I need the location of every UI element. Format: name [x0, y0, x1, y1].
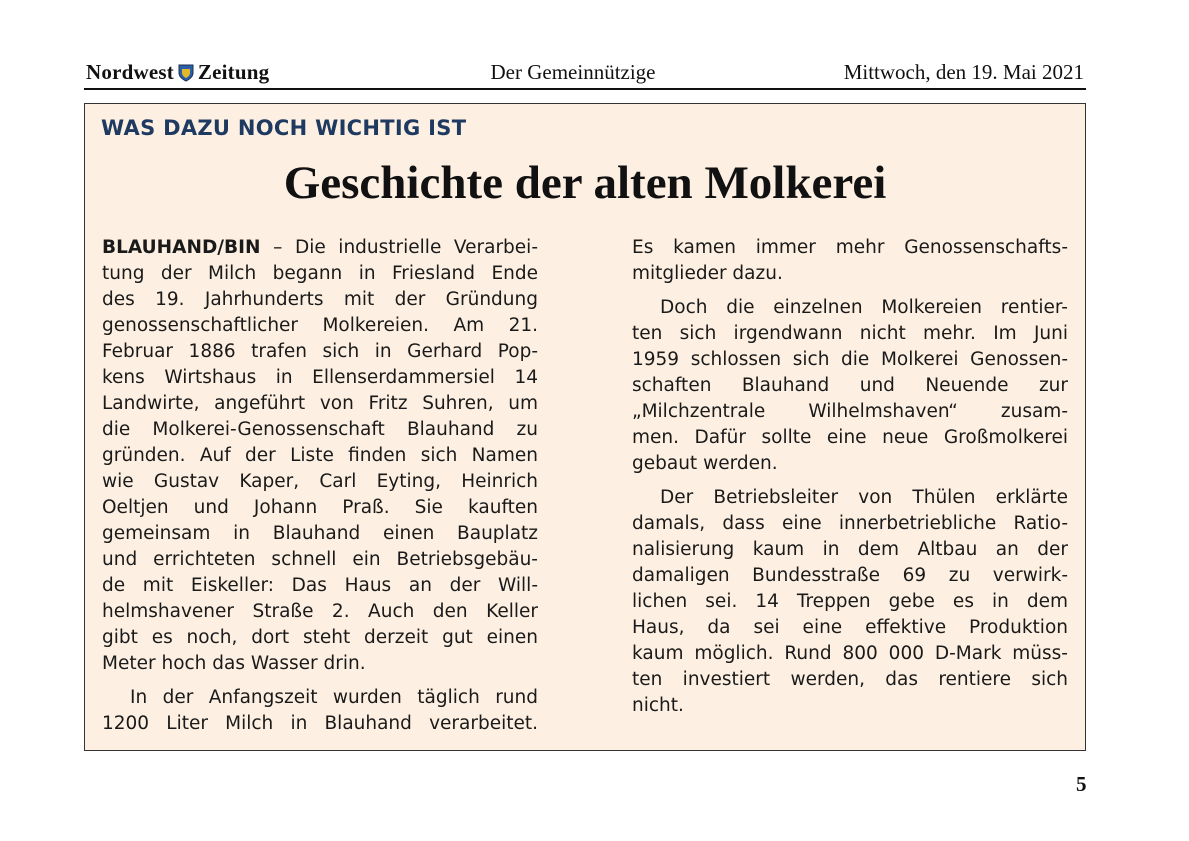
article-headline: Geschichte der alten Molkerei [283, 157, 887, 209]
brand-right: Zeitung [197, 60, 270, 84]
article-column-left [102, 235, 538, 737]
brand-left: Nordwest [86, 60, 174, 84]
text-line: nicht. [632, 695, 684, 716]
text-line: lichen sei. 14 Treppen gebe es in dem [632, 591, 1068, 612]
text-line: genossenschaftlicher Molkereien. Am 21. [102, 315, 538, 336]
text-line: damals, dass eine innerbetriebliche Ratio- [632, 513, 1068, 534]
text-line: gibt es noch, dort steht derzeit gut einen [102, 627, 538, 648]
article-dateline: BLAUHAND/BIN [102, 237, 261, 258]
text-line: kaum möglich. Rund 800 000 D-Mark müss- [632, 643, 1068, 664]
text-line: 1200 Liter Milch in Blauhand verarbeitet. [102, 713, 538, 734]
text-line: gemeinsam in Blauhand einen Bauplatz [102, 523, 538, 544]
text-line: Doch die einzelnen Molkereien rentier- [660, 297, 1068, 318]
text-line: Haus, da sei eine effektive Produktion [632, 617, 1068, 638]
newspaper-brand [86, 60, 269, 85]
text-line: Landwirte, angeführt von Fritz Suhren, um [102, 393, 538, 414]
article-box [84, 103, 1086, 751]
text-line: des 19. Jahrhunderts mit der Gründung [102, 289, 538, 310]
text-line: nalisierung kaum in dem Altbau an der [632, 539, 1068, 560]
text-line: In der Anfangszeit wurden täglich rund [130, 687, 538, 708]
text-line: men. Dafür sollte eine neue Großmolkerei [632, 427, 1068, 448]
text-line: de mit Eiskeller: Das Haus an der Will- [102, 575, 538, 596]
page-number: 5 [1076, 772, 1087, 796]
text-line: gebaut werden. [632, 453, 778, 474]
publication-name: Der Gemeinnützige [490, 60, 656, 84]
coat-of-arms-icon [178, 63, 194, 81]
article-column-right [632, 235, 1068, 719]
text-line: Oeltjen und Johann Praß. Sie kauften [102, 497, 538, 518]
text-line: schaften Blauhand und Neuende zur [632, 375, 1068, 396]
text-line: helmshavener Straße 2. Auch den Keller [102, 601, 538, 622]
text-line: ten sich irgendwann nicht mehr. Im Juni [632, 323, 1068, 344]
text-line: gründen. Auf der Liste finden sich Namen [102, 445, 538, 466]
text-line: und errichteten schnell ein Betriebsgebäu- [102, 549, 538, 570]
text-line: die Molkerei-Genossenschaft Blauhand zu [102, 419, 538, 440]
text-line: Meter hoch das Wasser drin. [102, 653, 366, 674]
text-line: Februar 1886 trafen sich in Gerhard Pop- [102, 341, 538, 362]
issue-date: Mittwoch, den 19. Mai 2021 [843, 60, 1084, 84]
text-line: damaligen Bundesstraße 69 zu verwirk- [632, 565, 1068, 586]
article-kicker: WAS DAZU NOCH WICHTIG IST [101, 116, 467, 140]
text-line: tung der Milch begann in Friesland Ende [102, 263, 538, 284]
text-line: BLAUHAND/BIN – Die industrielle Verarbei- [102, 237, 538, 258]
text-line: kens Wirtshaus in Ellenserdammersiel 14 [102, 367, 538, 388]
text-line: mitglieder dazu. [632, 263, 783, 284]
text-line: Es kamen immer mehr Genossenschafts- [632, 237, 1068, 258]
text-line: „Milchzentrale Wilhelmshaven“ zusam- [632, 401, 1068, 422]
text-line: 1959 schlossen sich die Molkerei Genossen- [632, 349, 1068, 370]
text-line: wie Gustav Kaper, Carl Eyting, Heinrich [102, 471, 538, 492]
masthead [84, 58, 1086, 90]
text-line: Der Betriebsleiter von Thülen erklärte [660, 487, 1068, 508]
text-line: ten investiert werden, das rentiere sich [632, 669, 1068, 690]
